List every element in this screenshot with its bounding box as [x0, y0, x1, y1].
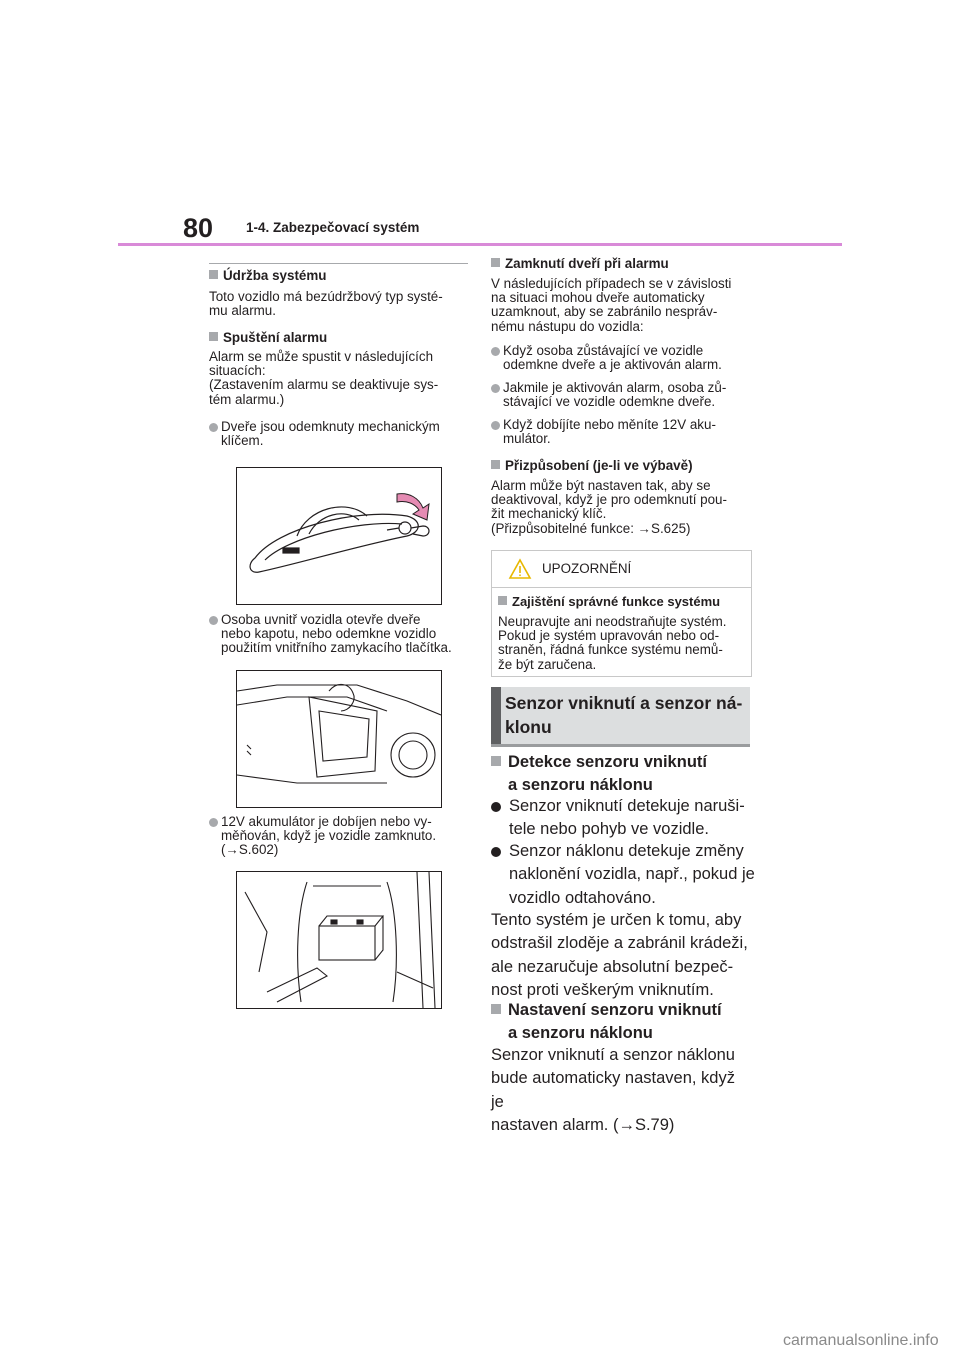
- text-line: 12V akumulátor je dobíjen nebo vy-: [221, 814, 432, 829]
- heading-customization: [491, 458, 750, 473]
- heading-text: a senzoru náklonu: [508, 776, 653, 795]
- car-door-illustration: [237, 671, 441, 807]
- text-line: Senzor vniknutí a senzor náklonu: [491, 1046, 735, 1064]
- text-line: Senzor vniknutí detekuje naruši-: [509, 797, 745, 815]
- text-line: odstrašil zloděje a zabránil krádeži,: [491, 934, 748, 953]
- text-line: nebo kapotu, nebo odemkne vozidlo: [221, 626, 437, 642]
- page-number: 80: [183, 213, 214, 243]
- square-bullet-icon: [491, 258, 500, 267]
- figure-car-door-open: [236, 670, 442, 808]
- bullet-dot-icon: [491, 384, 500, 393]
- text-line: Tento systém je určen k tomu, aby: [491, 911, 742, 929]
- paragraph-sensor-setting: [491, 1044, 750, 1138]
- square-bullet-icon: [491, 756, 501, 766]
- section-header-title: [505, 691, 742, 739]
- paragraph-maintenance: [209, 290, 468, 318]
- text-line: (→S.602): [221, 842, 279, 858]
- heading-text: Detekce senzoru vniknutí: [508, 753, 707, 771]
- heading-text: Nastavení senzoru vniknutí: [508, 1001, 722, 1019]
- caution-box: [491, 550, 752, 677]
- text-line: stávající ve vozidle odemkne dveře.: [503, 394, 716, 410]
- bullet-person-unlocks: [491, 344, 762, 372]
- bullet-dot-icon: [491, 347, 500, 356]
- text-line: nost proti veškerým vniknutím.: [491, 981, 714, 1000]
- heading-maintenance: [209, 268, 468, 283]
- text-line: Senzor vniknutí a senzor ná-: [505, 693, 743, 713]
- text-line: nastaven alarm. (→S.79): [491, 1116, 675, 1135]
- text-line: žit mechanický klíč.: [491, 506, 607, 522]
- bullet-intrusion-sensor: [491, 795, 768, 842]
- bullet-dot-icon: [491, 847, 501, 857]
- text-line: Senzor náklonu detekuje změny: [509, 842, 744, 860]
- text-line: na situaci mohou dveře automaticky: [491, 290, 705, 306]
- text-line: Když dobíjíte nebo měníte 12V aku-: [503, 417, 716, 432]
- heading-text: Přizpůsobení (je-li ve výbavě): [505, 458, 693, 473]
- heading-sensor-detection: [491, 751, 750, 798]
- text-line: ale nezaručuje absolutní bezpeč-: [491, 957, 734, 976]
- text-line: měňován, když je vozidle zamknuto.: [221, 828, 437, 844]
- warning-triangle-icon: [508, 558, 532, 580]
- heading-door-lock: [491, 256, 750, 271]
- bullet-alarm-activated: [491, 381, 762, 409]
- square-bullet-icon: [491, 1004, 501, 1014]
- heading-text: Spuštění alarmu: [223, 330, 328, 345]
- text-line: mulátor.: [503, 431, 551, 447]
- bullet-tilt-sensor: [491, 840, 768, 910]
- text-line: Alarm se může spustit v následujících: [209, 349, 434, 364]
- text-line: klonu: [505, 717, 552, 737]
- text-line: V následujících případech se v závislosti: [491, 276, 732, 291]
- bullet-dot-icon: [209, 423, 218, 432]
- bullet-dot-icon: [491, 802, 501, 812]
- paragraph-alarm-trigger: [209, 350, 468, 407]
- text-line: deaktivoval, když je pro odemknutí pou-: [491, 492, 727, 508]
- text-line: klíčem.: [221, 433, 264, 449]
- caution-header: [492, 551, 751, 588]
- text-line: Dveře jsou odemknuty mechanickým: [221, 419, 440, 434]
- bullet-charging: [491, 418, 762, 446]
- bullet-battery: [209, 815, 480, 858]
- text-line: odemkne dveře a je aktivován alarm.: [503, 357, 722, 373]
- text-line: Alarm může být nastaven tak, aby se: [491, 478, 711, 493]
- text-line: že být zaručena.: [498, 656, 597, 672]
- text-line: Pokud je systém upravován nebo od-: [498, 628, 720, 644]
- square-bullet-icon: [209, 332, 218, 341]
- left-top-rule: [209, 263, 468, 264]
- text-line: Osoba uvnitř vozidla otevře dveře: [221, 612, 421, 627]
- watermark: carmanualsonline.info: [783, 1332, 939, 1349]
- header-rule: [118, 243, 842, 246]
- figure-door-handle: [236, 467, 442, 605]
- paragraph-door-lock: [491, 277, 750, 334]
- heading-text: Zajištění správné funkce systému: [512, 594, 721, 609]
- heading-alarm-trigger: [209, 330, 468, 345]
- caution-text: [498, 615, 745, 672]
- heading-text: Zamknutí dveří při alarmu: [505, 256, 669, 271]
- heading-text: a senzoru náklonu: [508, 1024, 653, 1043]
- text-line: mu alarmu.: [209, 303, 276, 319]
- text-line: tele nebo pohyb ve vozidle.: [509, 820, 709, 839]
- text-line: situacích:: [209, 363, 266, 379]
- text-line: uzamknout, aby se zabránilo nespráv-: [491, 304, 718, 320]
- text-line: straněn, řádná funkce systému nemů-: [498, 642, 723, 658]
- section-title: 1-4. Zabezpečovací systém: [246, 220, 420, 235]
- text-line: tém alarmu.): [209, 391, 285, 407]
- text-line: nému nástupu do vozidla:: [491, 318, 644, 334]
- paragraph-system-purpose: [491, 909, 750, 1003]
- heading-sensor-setting: [491, 999, 750, 1046]
- bullet-dot-icon: [209, 616, 218, 625]
- text-line: vozidlo odtahováno.: [509, 888, 656, 907]
- text-line: bude automaticky nastaven, když je: [491, 1069, 735, 1111]
- battery-illustration: [237, 872, 441, 1008]
- text-line: Toto vozidlo má bezúdržbový typ systé-: [209, 289, 443, 304]
- text-line: (Přizpůsobitelné funkce: →S.625): [491, 520, 691, 536]
- text-line: Jakmile je aktivován alarm, osoba zů-: [503, 380, 727, 395]
- door-handle-illustration: [237, 468, 441, 604]
- square-bullet-icon: [209, 270, 218, 279]
- section-header-edge: [491, 687, 501, 744]
- figure-battery: [236, 871, 442, 1009]
- heading-text: Údržba systému: [223, 268, 327, 283]
- bullet-mechanical-key: [209, 420, 480, 448]
- square-bullet-icon: [498, 596, 507, 605]
- caution-heading: [498, 594, 745, 609]
- text-line: Když osoba zůstávající ve vozidle: [503, 343, 704, 358]
- text-line: Neupravujte ani neodstraňujte systém.: [498, 614, 727, 629]
- caution-title: UPOZORNĚNÍ: [542, 561, 632, 576]
- section-header-sensor: [491, 687, 750, 747]
- text-line: naklonění vozidla, např., pokud je: [509, 865, 755, 884]
- text-line: použitím vnitřního zamykacího tlačítka.: [221, 640, 452, 656]
- bullet-dot-icon: [491, 421, 500, 430]
- paragraph-customization: [491, 479, 750, 536]
- bullet-dot-icon: [209, 818, 218, 827]
- text-line: (Zastavením alarmu se deaktivuje sys-: [209, 377, 439, 393]
- bullet-inner-lock: [209, 613, 480, 656]
- square-bullet-icon: [491, 460, 500, 469]
